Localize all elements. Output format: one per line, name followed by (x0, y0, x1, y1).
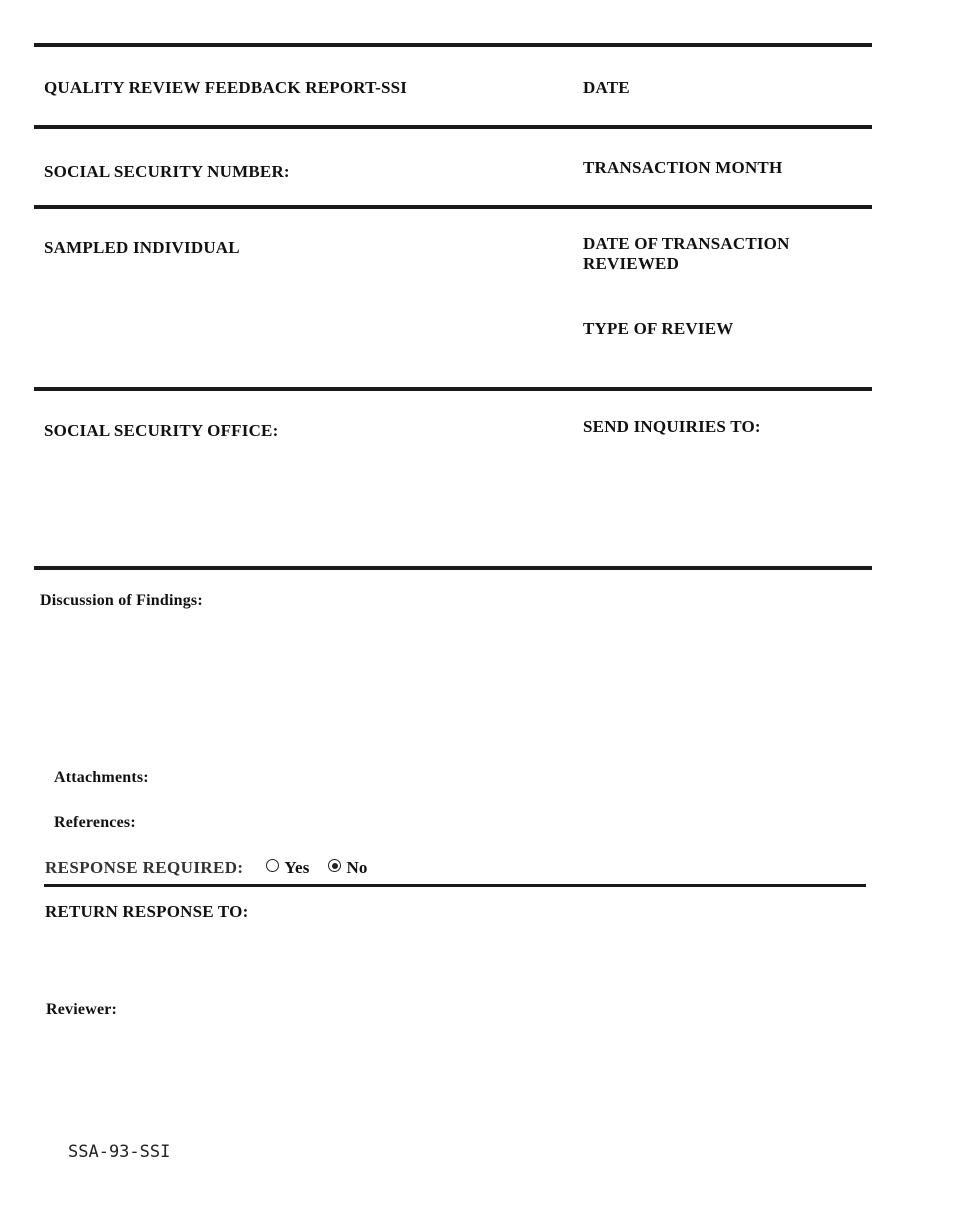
date-of-transaction-label-line2: REVIEWED (583, 254, 680, 273)
report-title: QUALITY REVIEW FEEDBACK REPORT-SSI (44, 78, 408, 97)
discussion-of-findings-label: Discussion of Findings: (40, 592, 203, 609)
return-response-label: RETURN RESPONSE TO: (45, 902, 249, 921)
date-label: DATE (583, 78, 630, 97)
yes-label: Yes (284, 858, 310, 877)
no-label: No (346, 858, 368, 877)
sampled-individual-label: SAMPLED INDIVIDUAL (44, 238, 240, 257)
attachments-label: Attachments: (54, 769, 149, 786)
response-required-row (45, 858, 368, 878)
rule-after-office (34, 566, 872, 570)
rule-after-response (44, 884, 866, 887)
send-inquiries-label: SEND INQUIRIES TO: (583, 417, 761, 436)
response-required-label: RESPONSE REQUIRED: (45, 858, 244, 877)
top-rule (34, 43, 872, 47)
date-of-transaction-label: DATE OF TRANSACTION (583, 234, 790, 253)
response-no-option[interactable] (328, 858, 367, 877)
type-of-review-label: TYPE OF REVIEW (583, 319, 734, 338)
rule-after-sampled (34, 387, 872, 391)
form-number: SSA-93-SSI (68, 1142, 171, 1162)
rule-after-ssn (34, 205, 872, 209)
ss-office-label: SOCIAL SECURITY OFFICE: (44, 421, 279, 440)
reviewer-label: Reviewer: (46, 1001, 118, 1018)
references-label: References: (54, 814, 136, 831)
rule-after-title (34, 125, 872, 129)
transaction-month-label: TRANSACTION MONTH (583, 158, 783, 177)
ssn-label: SOCIAL SECURITY NUMBER: (44, 162, 290, 181)
response-yes-option[interactable] (266, 858, 314, 877)
yes-radio-icon[interactable] (266, 859, 279, 872)
no-radio-icon[interactable] (328, 859, 341, 872)
